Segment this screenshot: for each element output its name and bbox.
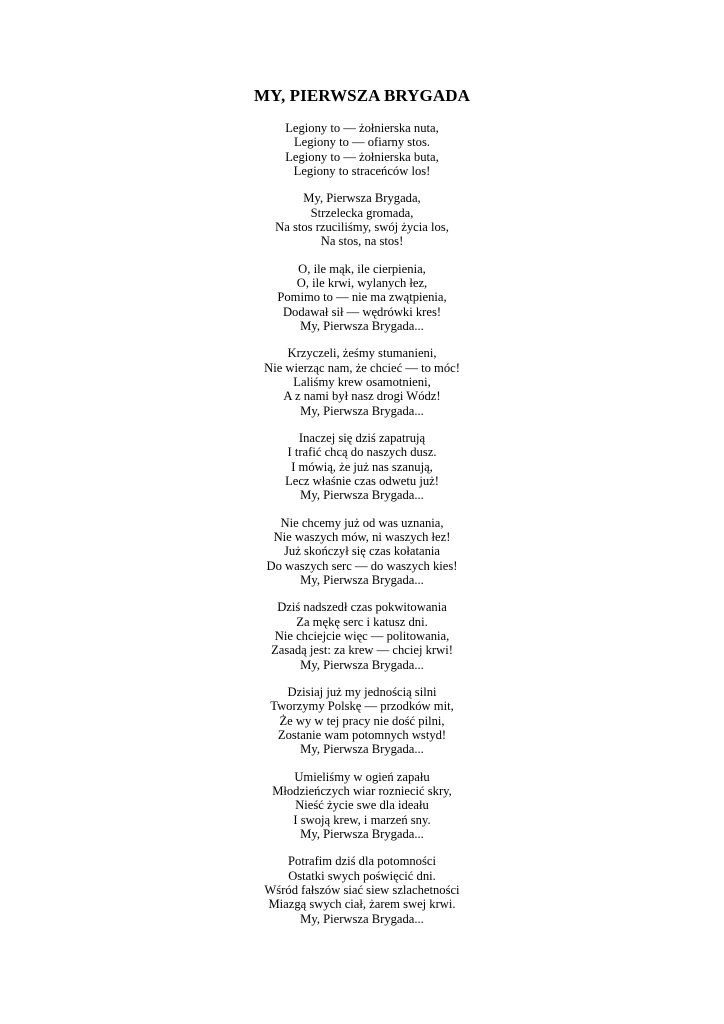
- poem-line: My, Pierwsza Brygada...: [300, 572, 424, 587]
- poem-line: Dziś nadszedł czas pokwitowania: [277, 600, 447, 615]
- poem-line: Krzyczeli, żeśmy stumanieni,: [287, 346, 437, 361]
- poem-line: My, Pierwsza Brygada...: [300, 488, 424, 503]
- poem-line: My, Pierwsza Brygada...: [300, 826, 424, 841]
- stanza-8: [0, 685, 724, 756]
- poem-line: Legiony to — ofiarny stos.: [293, 135, 431, 150]
- poem-line: Pomimo to — nie ma zwątpienia,: [277, 290, 447, 305]
- stanza-3: [0, 262, 724, 333]
- poem-line: My, Pierwsza Brygada,: [303, 191, 421, 206]
- poem-line: Lecz właśnie czas odwetu już!: [285, 473, 439, 488]
- poem-line: Nieść życie swe dla ideału: [295, 798, 429, 813]
- poem-line: Umieliśmy w ogień zapału: [294, 769, 430, 784]
- stanza-9: [0, 770, 724, 841]
- poem-line: Laliśmy krew osamotnieni,: [293, 375, 431, 390]
- poem-line: Nie chciejcie więc — politowania,: [274, 629, 450, 644]
- poem-line: My, Pierwsza Brygada...: [300, 403, 424, 418]
- poem-line: Legiony to — żołnierska nuta,: [285, 121, 439, 135]
- poem-line: Na stos rzuciliśmy, swój życia los,: [275, 219, 449, 234]
- stanza-10: [0, 854, 724, 925]
- poem-line: Za mękę serc i katusz dni.: [296, 614, 428, 629]
- stanza-5: [0, 431, 724, 502]
- poem-line: Potrafim dziś dla potomności: [288, 854, 436, 869]
- poem-line: I swoją krew, i marzeń sny.: [293, 812, 431, 827]
- poem-line: Ostatki swych poświęcić dni.: [288, 868, 436, 883]
- poem-line: Młodzieńczych wiar rozniecić skry,: [272, 784, 452, 799]
- poem-line: Wśród fałszów siać siew szlachetności: [264, 883, 460, 898]
- stanza-6: [0, 516, 724, 587]
- poem-line: Nie chcemy już od was uznania,: [280, 515, 444, 530]
- poem-title: MY, PIERWSZA BRYGADA: [253, 86, 470, 105]
- poem-line: Miazgą swych ciał, żarem swej krwi.: [268, 897, 456, 912]
- poem-line: Zostanie wam potomnych wstyd!: [277, 728, 447, 742]
- poem-line: Tworzymy Polskę — przodków mit,: [270, 699, 454, 714]
- poem-line: Dzisiaj już my jednością silni: [287, 685, 437, 700]
- poem-line: Strzelecka gromada,: [310, 205, 414, 220]
- poem-line: Że wy w tej pracy nie dość pilni,: [279, 713, 445, 728]
- poem-line: Legiony to — żołnierska buta,: [285, 149, 439, 164]
- poem-line: Dodawał sił — wędrówki kres!: [282, 304, 442, 319]
- poem-line: A z nami był nasz drogi Wódz!: [283, 389, 441, 404]
- poem-line: My, Pierwsza Brygada...: [300, 657, 424, 672]
- stanza-7: [0, 600, 724, 671]
- poem-line: Nie waszych mów, ni waszych łez!: [273, 530, 451, 545]
- poem-line: O, ile krwi, wylanych łez,: [296, 276, 428, 291]
- poem-line: Zasadą jest: za krew — chciej krwi!: [271, 643, 453, 658]
- poem-line: Do waszych serc — do waszych kies!: [266, 558, 458, 573]
- poem-line: I trafić chcą do naszych dusz.: [287, 445, 437, 460]
- stanza-1: [0, 121, 724, 178]
- poem-line: O, ile mąk, ile cierpienia,: [298, 261, 426, 276]
- poem-line: My, Pierwsza Brygada...: [300, 742, 424, 757]
- poem-line: My, Pierwsza Brygada...: [300, 318, 424, 333]
- poem-body: [0, 121, 724, 939]
- poem-line: I mówią, że już nas szanują,: [291, 459, 433, 474]
- poem-line: My, Pierwsza Brygada...: [300, 911, 424, 926]
- poem-line: Legiony to straceńców los!: [293, 163, 431, 178]
- poem-line: Nie wierząc nam, że chcieć — to móc!: [264, 360, 460, 375]
- poem-line: Inaczej się dziś zapatrują: [298, 431, 426, 446]
- poem-line: Na stos, na stos!: [320, 234, 404, 249]
- stanza-4: [0, 346, 724, 417]
- stanza-2: [0, 191, 724, 248]
- poem-line: Już skończył się czas kołatania: [284, 544, 440, 559]
